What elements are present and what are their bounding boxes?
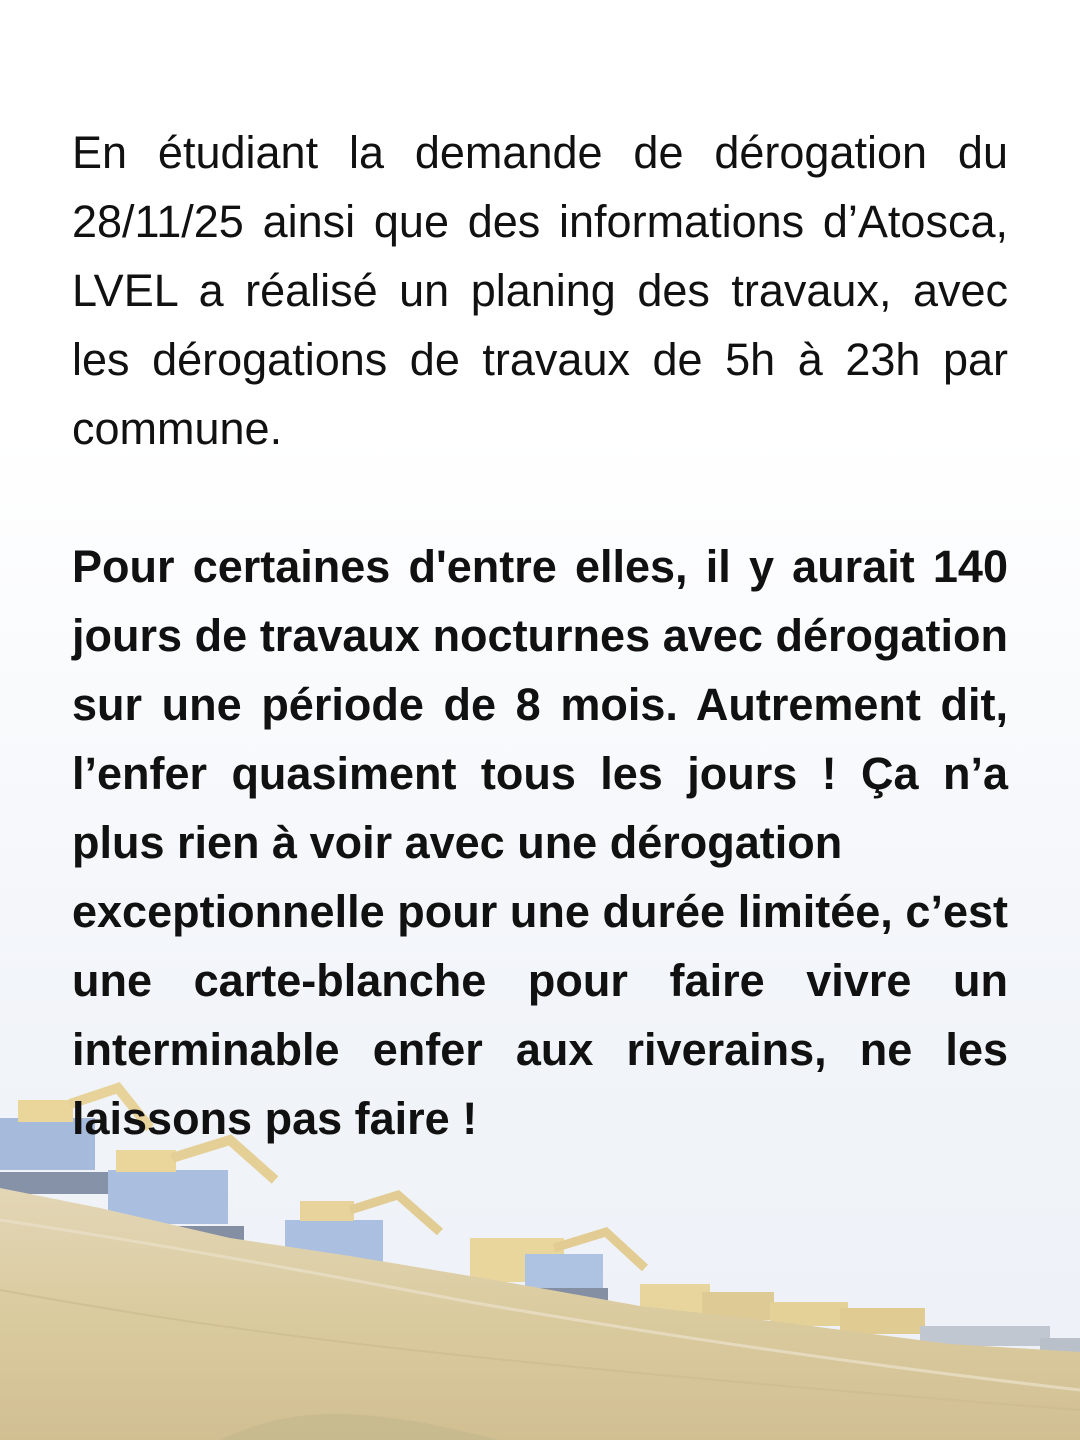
emphasis-paragraph — [72, 532, 1008, 1153]
main-text-block — [72, 118, 1008, 1153]
paragraph-gap — [72, 463, 1008, 532]
emphasis-part-2: exceptionnelle pour une durée limitée, c’est une carte-blanche pour faire vivre un interminable enfer aux riverains, ne les laissons pas faire ! — [72, 886, 1008, 1144]
emphasis-part-1: Pour certaines d'entre elles, il y aurait 140 jours de travaux nocturnes avec dérogation sur une période de 8 mois. Autrement dit, l’enfer quasiment tous les jours ! Ça n’a plus rien à voir avec une dérogation — [72, 541, 1008, 868]
intro-paragraph: En étudiant la demande de dérogation du 28/11/25 ainsi que des informations d’Atosca, LVEL a réalisé un planing des travaux, avec les dérogations de travaux de 5h à 23h par commune. — [72, 127, 1008, 454]
